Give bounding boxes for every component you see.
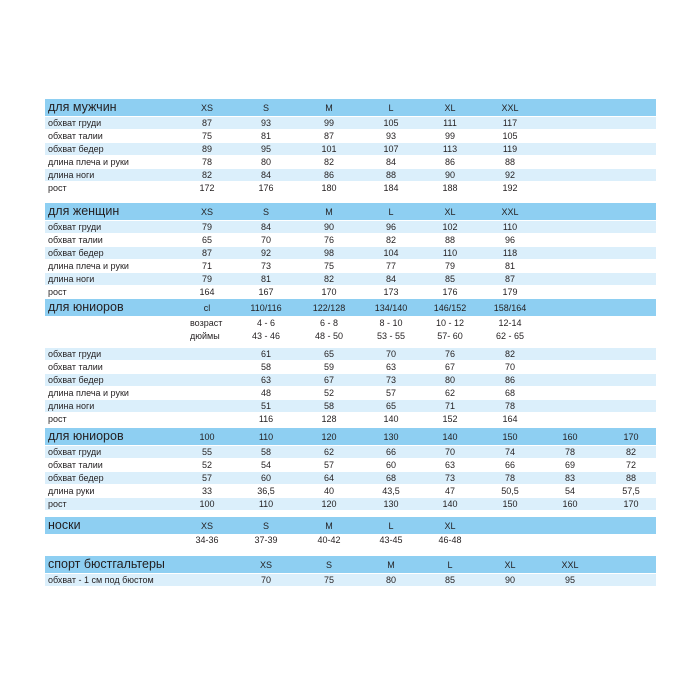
table-cell: 117 — [502, 118, 518, 128]
table-cell: 90 — [444, 170, 455, 180]
table-cell: 8 - 10 — [379, 318, 403, 328]
table-cell: 99 — [444, 131, 455, 141]
table-cell: 55 — [201, 447, 212, 457]
table-cell: 78 — [504, 401, 515, 411]
row-label: рост — [48, 183, 67, 193]
table-cell: 75 — [323, 575, 334, 585]
size-xxl: XXL — [501, 207, 519, 217]
table-cell: 96 — [504, 235, 515, 245]
row-label: обхват груди — [48, 447, 102, 457]
table-cell: 102 — [442, 222, 458, 232]
table-row — [45, 247, 656, 260]
table-cell: 59 — [323, 362, 334, 372]
table-cell: 52 — [323, 388, 334, 398]
table-cell: 81 — [260, 274, 271, 284]
table-cell: 75 — [201, 131, 212, 141]
table-cell: 84 — [260, 170, 271, 180]
size-xs: XS — [200, 207, 213, 217]
cl-label: cl — [203, 303, 211, 313]
table-cell: 65 — [385, 401, 396, 411]
table-cell: 50,5 — [501, 486, 519, 496]
table-cell: 82 — [385, 235, 396, 245]
table-cell: 90 — [504, 575, 515, 585]
table-row — [45, 374, 656, 387]
table-cell: 192 — [502, 183, 518, 193]
table-cell: 180 — [321, 183, 337, 193]
table-cell: 66 — [504, 460, 515, 470]
table-cell: 113 — [442, 144, 458, 154]
table-cell: 93 — [260, 118, 271, 128]
bras-header — [45, 555, 656, 572]
juniors-section-2 — [45, 427, 656, 511]
socks-l-value: 43-45 — [379, 535, 403, 545]
size-130: 130 — [383, 432, 399, 442]
table-cell: 85 — [444, 274, 455, 284]
table-cell: 116 — [258, 414, 274, 424]
table-cell: 105 — [502, 131, 518, 141]
table-cell: 57,5 — [622, 486, 640, 496]
row-label: длина плеча и руки — [48, 388, 129, 398]
socks-values-row — [45, 534, 656, 548]
table-cell: 88 — [385, 170, 396, 180]
table-row — [45, 348, 656, 361]
table-cell: 77 — [385, 261, 396, 271]
socks-xs-value: 34-36 — [195, 535, 219, 545]
table-cell: 188 — [442, 183, 458, 193]
table-cell: 73 — [260, 261, 271, 271]
size-160: 160 — [562, 432, 578, 442]
table-row — [45, 574, 656, 587]
table-cell: 58 — [260, 362, 271, 372]
table-cell: 71 — [201, 261, 212, 271]
size-l: L — [388, 521, 394, 531]
bras-title: спорт бюстгальтеры — [48, 557, 165, 571]
men-title: для мужчин — [48, 100, 117, 114]
row-label: обхват бедер — [48, 144, 104, 154]
table-cell: 6 - 8 — [319, 318, 338, 328]
size-110-116: 110/116 — [250, 303, 282, 313]
size-xl: XL — [444, 103, 456, 113]
table-cell: 140 — [442, 499, 458, 509]
row-label: обхват бедер — [48, 473, 104, 483]
size-134-140: 134/140 — [374, 303, 408, 313]
table-cell: 36,5 — [257, 486, 275, 496]
table-cell: 64 — [323, 473, 334, 483]
table-row — [45, 182, 656, 195]
row-label: дюймы — [190, 331, 220, 341]
table-cell: 62 — [444, 388, 455, 398]
row-label: длина плеча и руки — [48, 157, 129, 167]
men-header — [45, 98, 656, 115]
table-cell: 167 — [258, 287, 274, 297]
table-cell: 66 — [385, 447, 396, 457]
table-cell: 98 — [323, 248, 334, 258]
socks-header — [45, 516, 656, 533]
row-label: обхват - 1 см под бюстом — [48, 575, 154, 585]
table-cell: 82 — [323, 274, 334, 284]
size-170: 170 — [623, 432, 639, 442]
table-cell: 99 — [323, 118, 334, 128]
row-label: обхват груди — [48, 349, 102, 359]
size-l: L — [447, 560, 453, 570]
table-cell: 87 — [504, 274, 515, 284]
table-cell: 57 — [323, 460, 334, 470]
table-cell: 160 — [562, 499, 578, 509]
table-cell: 105 — [383, 118, 399, 128]
table-cell: 40 — [323, 486, 334, 496]
table-cell: 88 — [504, 157, 515, 167]
row-label: длина ноги — [48, 274, 95, 284]
size-150: 150 — [502, 432, 518, 442]
size-s: S — [262, 103, 269, 113]
table-cell: 54 — [260, 460, 271, 470]
table-cell: 68 — [504, 388, 515, 398]
table-cell: 70 — [444, 447, 455, 457]
table-row — [45, 498, 656, 511]
row-label: рост — [48, 499, 67, 509]
women-header — [45, 202, 656, 219]
table-cell: 164 — [502, 414, 518, 424]
size-158-164: 158/164 — [493, 303, 527, 313]
table-cell: 140 — [383, 414, 399, 424]
table-cell: 93 — [385, 131, 396, 141]
table-row — [45, 169, 656, 182]
table-cell: 12-14 — [498, 318, 522, 328]
size-m: M — [325, 521, 333, 531]
table-cell: 111 — [443, 118, 457, 128]
table-cell: 81 — [504, 261, 515, 271]
table-cell: 79 — [201, 274, 212, 284]
table-cell: 82 — [323, 157, 334, 167]
table-cell: 71 — [444, 401, 455, 411]
table-row — [45, 413, 656, 426]
table-cell: 120 — [321, 499, 337, 509]
table-row — [45, 485, 656, 498]
table-cell: 101 — [321, 144, 337, 154]
table-row — [45, 472, 656, 485]
row-label: возраст — [190, 318, 223, 328]
table-cell: 90 — [323, 222, 334, 232]
socks-xl-value: 46-48 — [438, 535, 462, 545]
table-cell: 54 — [564, 486, 575, 496]
table-row — [45, 387, 656, 400]
table-cell: 70 — [504, 362, 515, 372]
juniors1-header — [45, 298, 656, 315]
row-label: обхват талии — [48, 460, 103, 470]
table-cell: 78 — [504, 473, 515, 483]
size-m: M — [387, 560, 395, 570]
size-m: M — [325, 207, 333, 217]
socks-s-value: 37-39 — [254, 535, 278, 545]
table-cell: 70 — [260, 575, 271, 585]
table-cell: 84 — [260, 222, 271, 232]
table-row — [45, 317, 656, 330]
table-row — [45, 446, 656, 459]
table-cell: 53 - 55 — [376, 331, 406, 341]
table-cell: 172 — [199, 183, 215, 193]
table-cell: 86 — [444, 157, 455, 167]
table-cell: 176 — [442, 287, 458, 297]
table-cell: 60 — [385, 460, 396, 470]
table-row — [45, 273, 656, 286]
table-row — [45, 330, 656, 343]
row-label: длина плеча и руки — [48, 261, 129, 271]
table-cell: 58 — [260, 447, 271, 457]
size-xl: XL — [444, 207, 456, 217]
size-xs: XS — [200, 521, 213, 531]
table-cell: 51 — [260, 401, 271, 411]
sports-bras-section — [45, 555, 656, 587]
table-row — [45, 221, 656, 234]
table-cell: 63 — [385, 362, 396, 372]
table-cell: 60 — [260, 473, 271, 483]
socks-m-value: 40-42 — [317, 535, 341, 545]
table-cell: 48 — [260, 388, 271, 398]
table-cell: 96 — [385, 222, 396, 232]
table-cell: 73 — [444, 473, 455, 483]
table-cell: 73 — [385, 375, 396, 385]
size-s: S — [262, 521, 269, 531]
size-xxl: XXL — [561, 560, 579, 570]
table-cell: 176 — [258, 183, 274, 193]
size-xs: XS — [200, 103, 213, 113]
table-cell: 67 — [323, 375, 334, 385]
table-cell: 100 — [199, 499, 215, 509]
row-label: рост — [48, 287, 67, 297]
size-s: S — [325, 560, 332, 570]
table-cell: 104 — [383, 248, 399, 258]
men-section — [45, 98, 656, 195]
table-cell: 86 — [504, 375, 515, 385]
row-label: обхват талии — [48, 131, 103, 141]
size-100: 100 — [199, 432, 215, 442]
table-cell: 57 — [385, 388, 396, 398]
size-xl: XL — [444, 521, 456, 531]
juniors2-header — [45, 427, 656, 444]
juniors2-title: для юниоров — [48, 429, 124, 443]
size-xs: XS — [259, 560, 272, 570]
table-cell: 110 — [442, 248, 458, 258]
table-cell: 87 — [201, 248, 212, 258]
size-s: S — [262, 207, 269, 217]
table-cell: 80 — [260, 157, 271, 167]
row-label: длина ноги — [48, 401, 95, 411]
size-m: M — [325, 103, 333, 113]
row-label: длина ноги — [48, 170, 95, 180]
table-cell: 110 — [258, 499, 274, 509]
table-cell: 81 — [260, 131, 271, 141]
table-cell: 83 — [564, 473, 575, 483]
table-cell: 110 — [502, 222, 518, 232]
table-cell: 80 — [444, 375, 455, 385]
size-l: L — [388, 103, 394, 113]
table-cell: 63 — [260, 375, 271, 385]
table-cell: 4 - 6 — [256, 318, 275, 328]
table-cell: 74 — [504, 447, 515, 457]
table-row — [45, 260, 656, 273]
table-cell: 118 — [502, 248, 518, 258]
size-146-152: 146/152 — [433, 303, 467, 313]
table-cell: 47 — [444, 486, 455, 496]
size-l: L — [388, 207, 394, 217]
row-label: длина руки — [48, 486, 95, 496]
row-label: обхват талии — [48, 235, 103, 245]
table-cell: 76 — [323, 235, 334, 245]
table-cell: 33 — [201, 486, 212, 496]
table-cell: 70 — [385, 349, 396, 359]
table-cell: 57 — [201, 473, 212, 483]
table-cell: 82 — [504, 349, 515, 359]
table-cell: 170 — [623, 499, 639, 509]
size-xl: XL — [504, 560, 516, 570]
row-label: обхват талии — [48, 362, 103, 372]
table-cell: 119 — [502, 144, 518, 154]
table-cell: 107 — [383, 144, 399, 154]
table-cell: 86 — [323, 170, 334, 180]
table-cell: 65 — [201, 235, 212, 245]
table-cell: 69 — [564, 460, 575, 470]
table-cell: 76 — [444, 349, 455, 359]
table-cell: 87 — [201, 118, 212, 128]
table-cell: 85 — [444, 575, 455, 585]
table-cell: 79 — [444, 261, 455, 271]
table-cell: 152 — [442, 414, 458, 424]
table-cell: 173 — [383, 287, 399, 297]
table-cell: 170 — [321, 287, 337, 297]
table-cell: 62 — [323, 447, 334, 457]
size-110: 110 — [258, 432, 274, 442]
table-cell: 57- 60 — [437, 331, 463, 341]
table-cell: 92 — [504, 170, 515, 180]
women-section — [45, 202, 656, 299]
juniors1-title: для юниоров — [48, 300, 124, 314]
table-cell: 79 — [201, 222, 212, 232]
table-cell: 128 — [321, 414, 337, 424]
table-cell: 63 — [444, 460, 455, 470]
table-row — [45, 130, 656, 143]
table-cell: 43 - 46 — [251, 331, 281, 341]
table-cell: 75 — [323, 261, 334, 271]
table-cell: 65 — [323, 349, 334, 359]
table-cell: 78 — [564, 447, 575, 457]
juniors-section-1 — [45, 298, 656, 426]
table-cell: 43,5 — [382, 486, 400, 496]
table-cell: 58 — [323, 401, 334, 411]
table-row — [45, 117, 656, 130]
table-row — [45, 400, 656, 413]
row-label: обхват бедер — [48, 248, 104, 258]
table-cell: 78 — [201, 157, 212, 167]
table-cell: 72 — [625, 460, 636, 470]
size-120: 120 — [321, 432, 337, 442]
table-cell: 52 — [201, 460, 212, 470]
table-cell: 88 — [444, 235, 455, 245]
table-cell: 89 — [201, 144, 212, 154]
row-label: рост — [48, 414, 67, 424]
row-label: обхват бедер — [48, 375, 104, 385]
table-cell: 164 — [199, 287, 215, 297]
socks-section — [45, 516, 656, 548]
women-title: для женщин — [48, 204, 120, 218]
table-cell: 80 — [385, 575, 396, 585]
table-row — [45, 234, 656, 247]
table-cell: 88 — [625, 473, 636, 483]
table-row — [45, 459, 656, 472]
table-cell: 92 — [260, 248, 271, 258]
table-cell: 61 — [260, 349, 271, 359]
table-cell: 70 — [260, 235, 271, 245]
table-cell: 84 — [385, 274, 396, 284]
size-140: 140 — [442, 432, 458, 442]
table-cell: 179 — [502, 287, 518, 297]
table-cell: 82 — [201, 170, 212, 180]
table-cell: 130 — [383, 499, 399, 509]
size-122-128: 122/128 — [312, 303, 346, 313]
table-cell: 62 - 65 — [495, 331, 525, 341]
table-cell: 10 - 12 — [435, 318, 465, 328]
table-cell: 82 — [625, 447, 636, 457]
table-cell: 68 — [385, 473, 396, 483]
row-label: обхват груди — [48, 118, 102, 128]
table-cell: 95 — [260, 144, 271, 154]
table-cell: 95 — [564, 575, 575, 585]
table-row — [45, 361, 656, 374]
table-cell: 84 — [385, 157, 396, 167]
row-label: обхват груди — [48, 222, 102, 232]
table-row — [45, 143, 656, 156]
table-cell: 48 - 50 — [314, 331, 344, 341]
table-cell: 67 — [444, 362, 455, 372]
size-xxl: XXL — [501, 103, 519, 113]
table-row — [45, 156, 656, 169]
table-cell: 87 — [323, 131, 334, 141]
socks-title: носки — [48, 518, 81, 532]
table-cell: 150 — [502, 499, 518, 509]
table-cell: 184 — [383, 183, 399, 193]
